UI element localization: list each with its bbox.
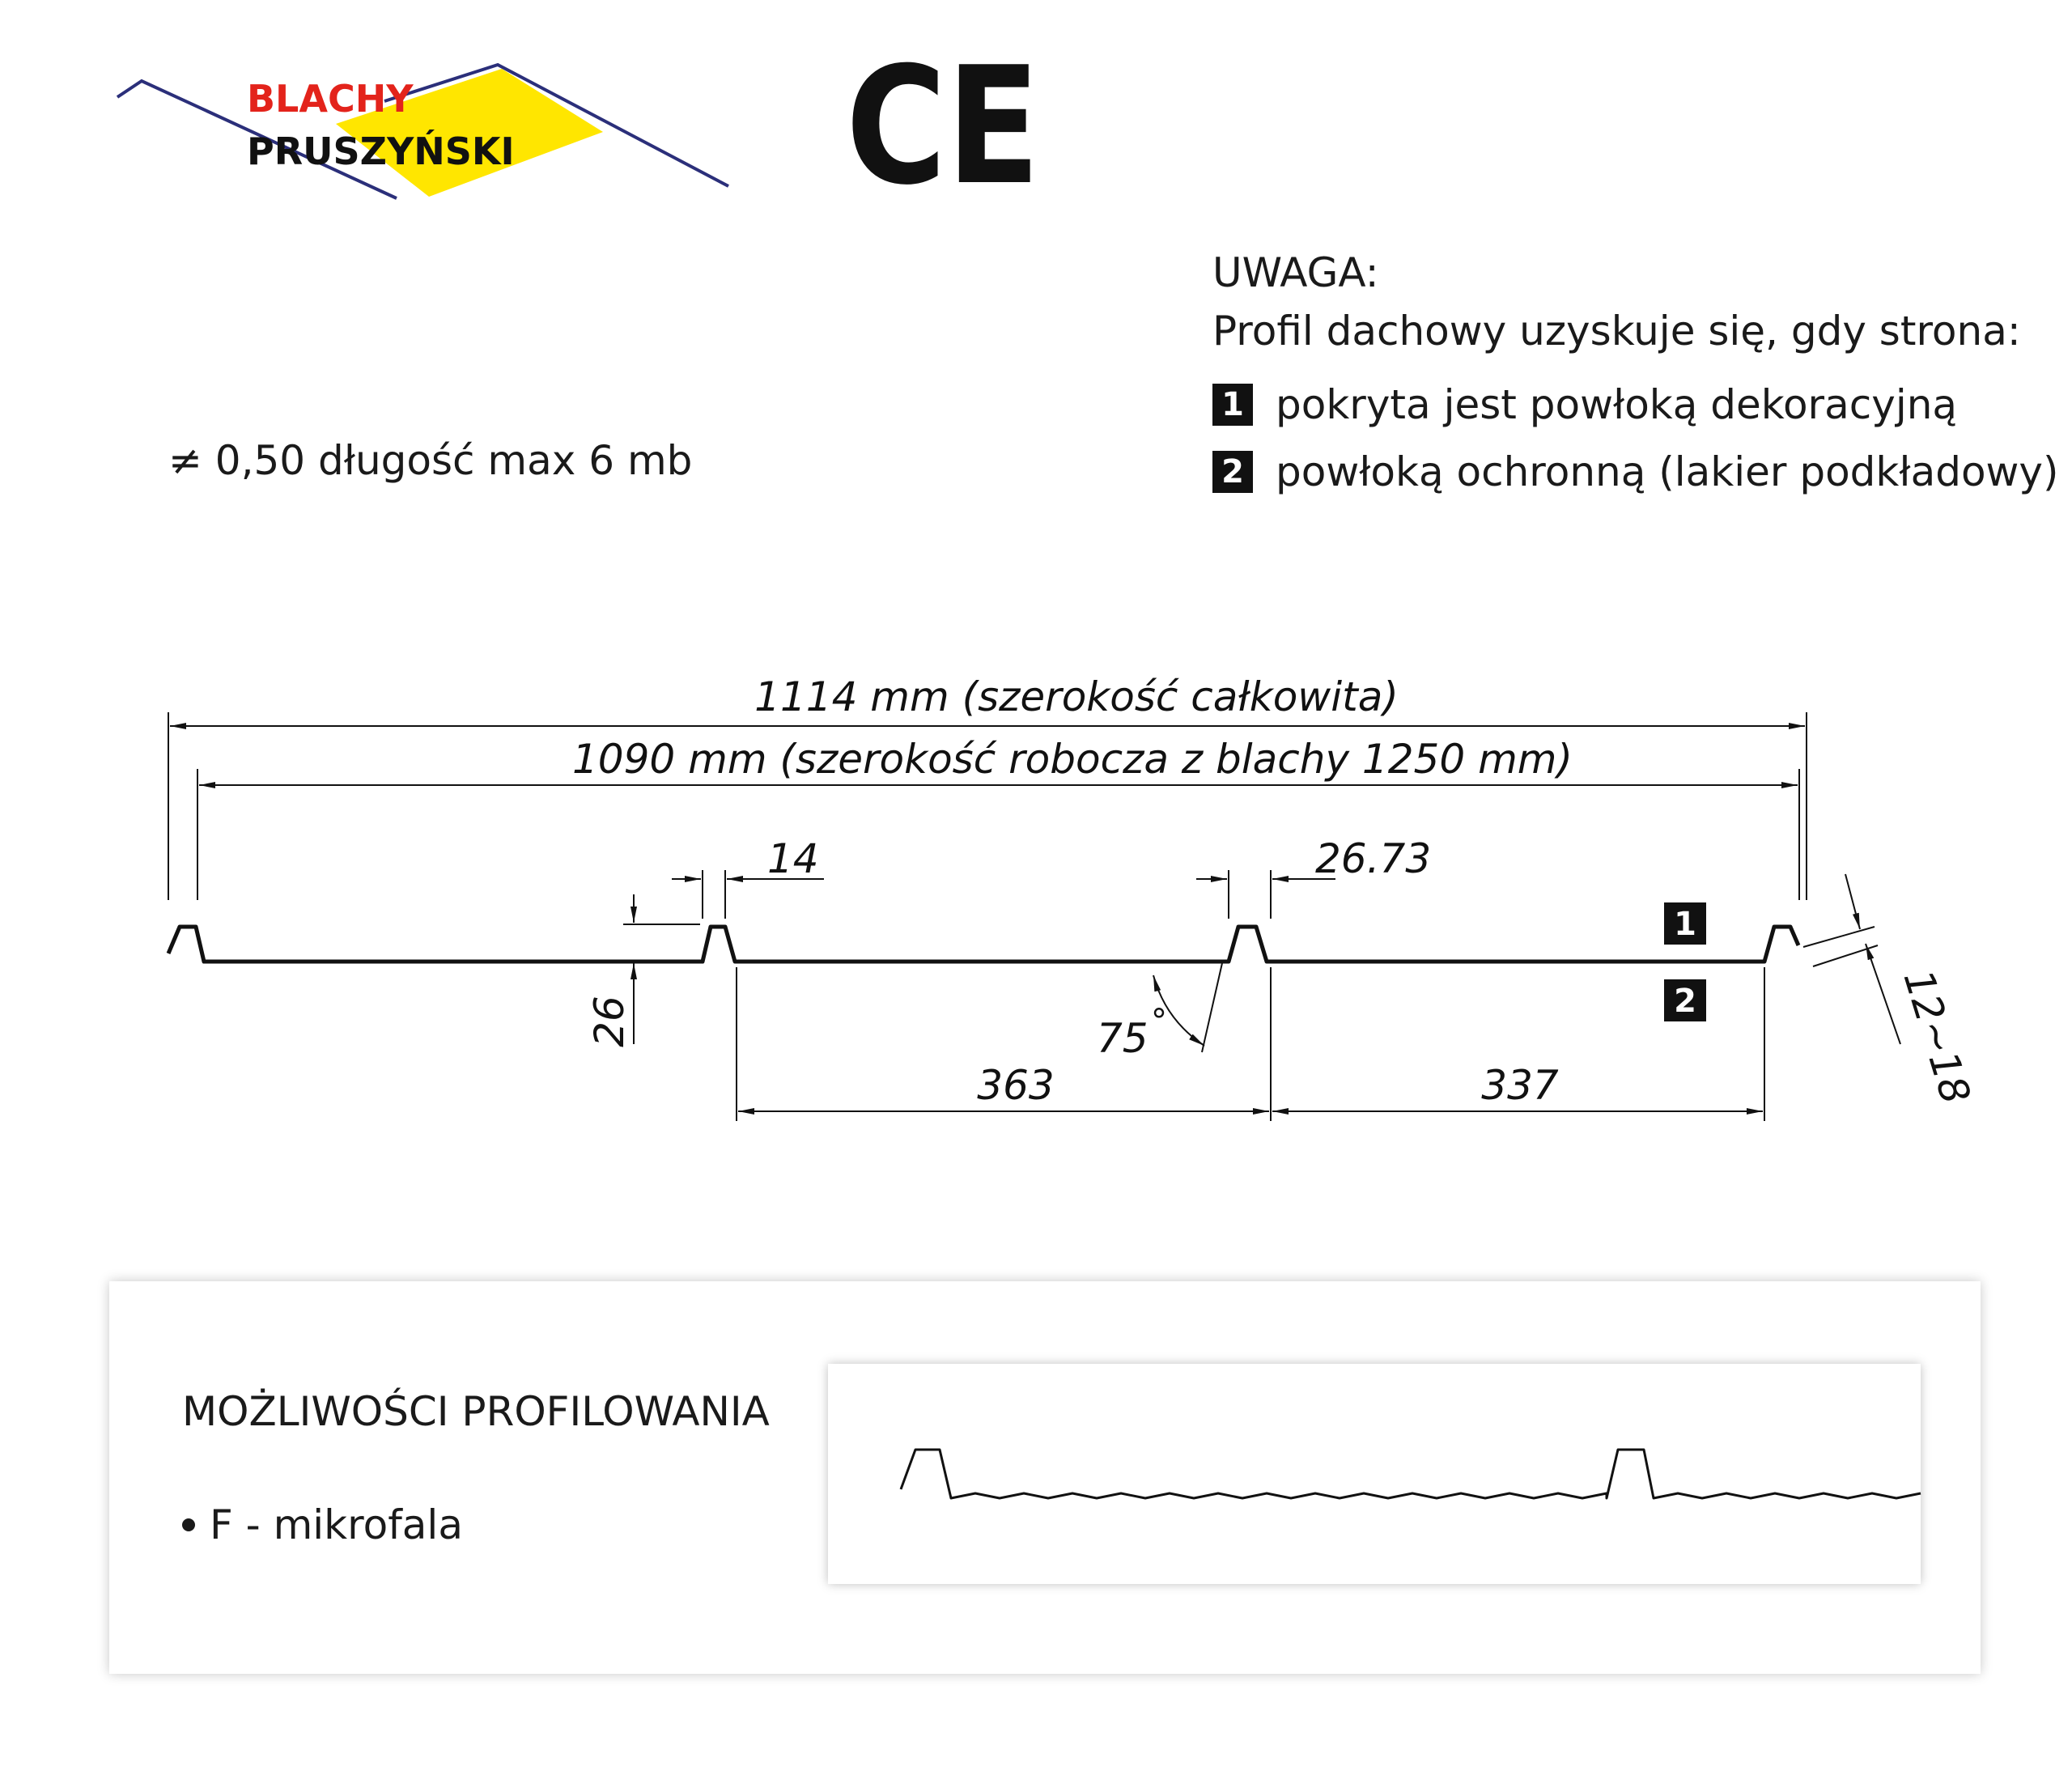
dim-1218-label: 12~18 <box>1894 964 1980 1110</box>
note-item-1 <box>1212 380 1957 429</box>
dim-arrow-1218-bottom <box>1866 944 1900 1044</box>
dim-2673-label: 26.73 <box>1315 835 1432 882</box>
ext-line-1218-top <box>1803 927 1875 947</box>
profiling-option-label: F - mikrofala <box>210 1501 463 1548</box>
angle-ref-line <box>1202 963 1222 1052</box>
profile-drawing <box>0 648 2072 1149</box>
microwave-profile-preview <box>828 1364 1921 1584</box>
note-item-2-number: 2 <box>1212 451 1253 493</box>
note-item-2-text: powłoką ochronną (lakier podkładowy) <box>1276 448 2059 495</box>
profiling-panel <box>109 1281 1981 1674</box>
side-1-label: 1 <box>1674 906 1696 943</box>
working-width-label: 1090 mm (szerokość robocza z blachy 1250 mm) <box>571 736 1573 783</box>
note-item-1-number: 1 <box>1212 384 1253 426</box>
profiling-title: MOŻLIWOŚCI PROFILOWANIA <box>182 1388 770 1435</box>
angle-unit: ° <box>1151 1003 1167 1040</box>
angle-label: 75 <box>1097 1015 1149 1062</box>
note-title: UWAGA: <box>1212 249 1379 296</box>
profiling-option <box>182 1501 463 1548</box>
side-2-label: 2 <box>1674 983 1696 1020</box>
logo-line2: PRUSZYŃSKI <box>247 130 515 173</box>
ce-mark-text: CE <box>846 32 1040 221</box>
dim-14-label: 14 <box>767 835 819 882</box>
ce-mark <box>846 32 1040 221</box>
dim-363-label: 363 <box>977 1062 1055 1109</box>
dim-arrow-1218-top <box>1845 874 1860 929</box>
dim-26-label: 26 <box>586 996 633 1047</box>
sheet-profile-line <box>168 927 1798 962</box>
dim-337-label: 337 <box>1481 1062 1559 1109</box>
total-width-label: 1114 mm (szerokość całkowita) <box>754 673 1399 720</box>
note-item-1-text: pokryta jest powłoką dekoracyjną <box>1276 381 1958 428</box>
note-intro: Profil dachowy uzyskuje się, gdy strona: <box>1212 308 2021 355</box>
microwave-profile-line <box>901 1450 1921 1498</box>
logo-line1: BLACHY <box>247 77 414 121</box>
thickness-note: ≠ 0,50 długość max 6 mb <box>168 437 693 484</box>
note-item-2 <box>1212 448 2059 496</box>
bullet-icon <box>182 1518 195 1531</box>
company-logo <box>117 61 732 206</box>
